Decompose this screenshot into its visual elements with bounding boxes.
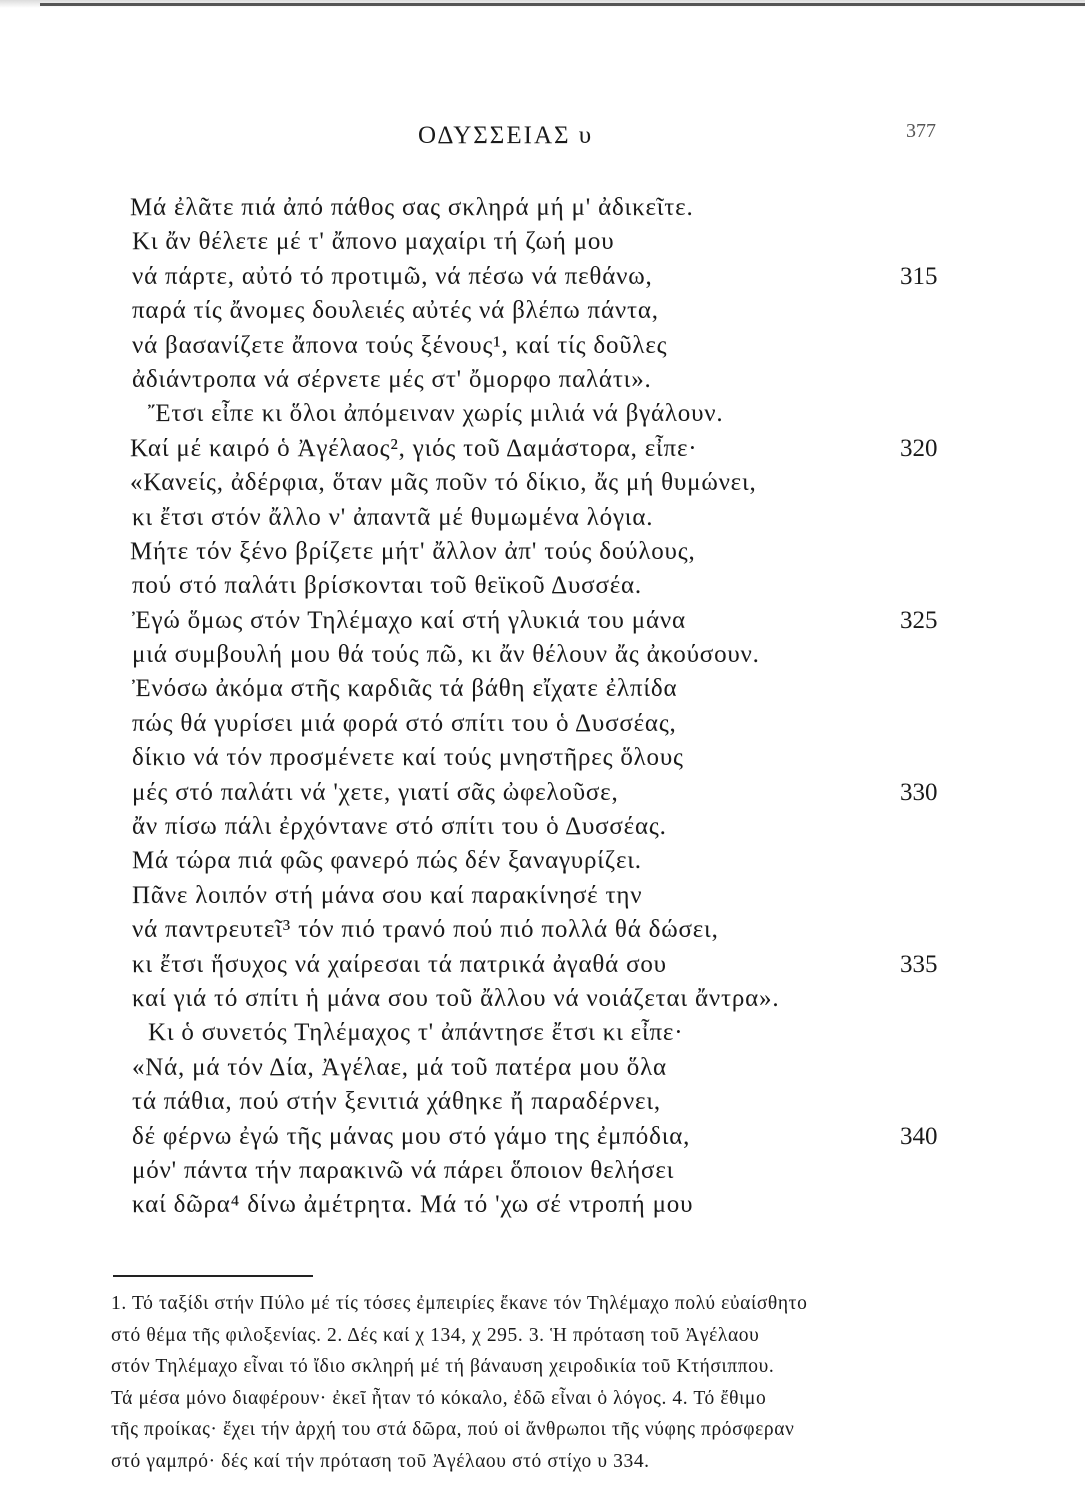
footnote-line: Τά μέσα μόνο διαφέρουν· ἐκεῖ ἦταν τό κόκαλο, ἐδῶ εἶναι ὁ λόγος. 4. Τό ἔθιμο — [111, 1387, 767, 1409]
footnote-line: στόν Τηλέμαχο εἶναι τό ἴδιο σκληρή μέ τή βάναυση χειροδικία τοῦ Κτήσιππου. — [111, 1356, 775, 1377]
verse-text: καί δῶρα⁴ δίνω ἀμέτρητα. Μά τό 'χω σέ ντροπή μου — [132, 1191, 694, 1219]
verse-line — [0, 227, 1085, 261]
verse-line — [0, 262, 1085, 296]
verse-line — [0, 537, 1085, 571]
verse-line — [0, 743, 1085, 777]
verse-text: πού στό παλάτι βρίσκονται τοῦ θεϊκοῦ Δυσσέα. — [132, 572, 642, 600]
verse-line — [0, 434, 1085, 468]
verse-text: Κι ὁ συνετός Τηλέμαχος τ' ἀπάντησε ἔτσι κι εἶπε· — [148, 1019, 684, 1047]
verse-line — [0, 984, 1085, 1018]
verse-text: δέ φέρνω ἐγώ τῆς μάνας μου στό γάμο της ἐμπόδια, — [132, 1122, 691, 1150]
verse-text: μόν' πάντα τήν παρακινῶ νά πάρει ὅποιον θελήσει — [132, 1156, 675, 1184]
verse-line — [0, 606, 1085, 640]
verse-line — [0, 640, 1085, 674]
footnotes — [111, 1290, 961, 1479]
verse-number: 330 — [900, 778, 938, 806]
verse-text: «Νά, μά τόν Δία, Ἀγέλαε, μά τοῦ πατέρα μου ὅλα — [132, 1053, 667, 1081]
verse-text: μές στό παλάτι νά 'χετε, γιατί σᾶς ὠφελοῦσε, — [132, 778, 619, 806]
verse-text: Κι ἄν θέλετε μέ τ' ἄπονο μαχαίρι τή ζωή μου — [132, 228, 615, 256]
verse-line — [0, 365, 1085, 399]
verse-number: 320 — [900, 434, 938, 462]
running-head — [0, 118, 1085, 158]
footnote-line: τῆς προίκας· ἔχει τήν ἀρχή του στά δῶρα, πού οἱ ἄνθρωποι τῆς νύφης πρόσφεραν — [111, 1419, 795, 1440]
verse-text: Μήτε τόν ξένο βρίζετε μήτ' ἄλλον ἀπ' τούς δούλους, — [130, 537, 696, 565]
verse-line — [0, 503, 1085, 537]
verse-text: Μά ἐλᾶτε πιά ἀπό πάθος σας σκληρά μή μ' ἀδικεῖτε. — [130, 194, 694, 221]
verse-text: ἄν πίσω πάλι ἐρχόντανε στό σπίτι του ὁ Δυσσέας. — [132, 813, 667, 841]
verse-text: «Κανείς, ἀδέρφια, ὅταν μᾶς ποῦν τό δίκιο, ἄς μή θυμώνει, — [130, 469, 757, 497]
verse-text: μιά συμβουλή μου θά τούς πῶ, κι ἄν θέλουν ἄς ἀκούσουν. — [132, 641, 760, 669]
verse-line — [0, 674, 1085, 708]
verse-line — [0, 846, 1085, 880]
verse-line — [0, 1156, 1085, 1190]
scan-edge — [0, 0, 1085, 8]
verse-text: δίκιο νά τόν προσμένετε καί τούς μνηστῆρες ὅλους — [132, 744, 684, 772]
verse-text: Πᾶνε λοιπόν στή μάνα σου καί παρακίνησέ την — [132, 881, 643, 909]
footnote-line: στό θέμα τῆς φιλοξενίας. 2. Δές καί χ 134, χ 295. 3. Ἡ πρόταση τοῦ Ἀγέλαου — [111, 1324, 760, 1346]
verse-line — [0, 193, 1085, 227]
verse-line — [0, 331, 1085, 365]
verse-text: ἀδιάντροπα νά σέρνετε μές στ' ὄμορφο παλάτι». — [132, 365, 652, 393]
footnote-divider — [113, 1275, 313, 1277]
scan-edge-line — [40, 3, 1085, 6]
verse-text: τά πάθια, πού στήν ξενιτιά χάθηκε ἤ παραδέρνει, — [132, 1088, 661, 1116]
verse-text: νά βασανίζετε ἄπονα τούς ξένους¹, καί τίς δοῦλες — [132, 331, 668, 359]
verse-number: 315 — [900, 262, 938, 290]
verse-line — [0, 881, 1085, 915]
verse-text: πώς θά γυρίσει μιά φορά στό σπίτι του ὁ Δυσσέας, — [132, 709, 677, 737]
verse-text: Μά τώρα πιά φῶς φανερό πώς δέν ξαναγυρίζει. — [132, 847, 642, 875]
verse-text: κι ἔτσι ἥσυχος νά χαίρεσαι τά πατρικά ἀγαθά σου — [132, 950, 667, 978]
verse-line — [0, 296, 1085, 330]
verse-text: Ἐγώ ὅμως στόν Τηλέμαχο καί στή γλυκιά του μάνα — [132, 606, 686, 634]
verse-line — [0, 915, 1085, 949]
verse-line — [0, 1087, 1085, 1121]
footnote-line: 1. Τό ταξίδι στήν Πύλο μέ τίς τόσες ἐμπειρίες ἔκανε τόν Τηλέμαχο πολύ εὐαίσθητο — [111, 1293, 808, 1314]
verse-line — [0, 1190, 1085, 1224]
verse-text: κι ἔτσι στόν ἄλλο ν' ἀπαντᾶ μέ θυμωμένα λόγια. — [132, 503, 654, 531]
verse-line — [0, 1018, 1085, 1052]
verse-line — [0, 1053, 1085, 1087]
footnote-line: στό γαμπρό· δές καί τήν πρόταση τοῦ Ἀγέλαου στό στίχο υ 334. — [111, 1450, 650, 1472]
verse-line — [0, 812, 1085, 846]
page-title: ΟΔΥΣΣΕΙΑΣ υ — [418, 122, 594, 149]
page-number: 377 — [906, 120, 936, 142]
verse-text: καί γιά τό σπίτι ἡ μάνα σου τοῦ ἄλλου νά νοιάζεται ἄντρα». — [132, 984, 780, 1012]
verse-line — [0, 571, 1085, 605]
poem-text — [0, 193, 1085, 1225]
verse-line — [0, 399, 1085, 433]
verse-line — [0, 778, 1085, 812]
verse-text: νά πάρτε, αὐτό τό προτιμῶ, νά πέσω νά πεθάνω, — [132, 262, 653, 290]
verse-number: 325 — [900, 606, 938, 634]
verse-line — [0, 1122, 1085, 1156]
verse-text: Ἔτσι εἶπε κι ὅλοι ἀπόμειναν χωρίς μιλιά νά βγάλουν. — [148, 400, 724, 428]
verse-line — [0, 950, 1085, 984]
verse-line — [0, 468, 1085, 502]
verse-number: 335 — [900, 950, 938, 978]
verse-number: 340 — [900, 1122, 938, 1150]
verse-line — [0, 709, 1085, 743]
verse-text: Καί μέ καιρό ὁ Ἀγέλαος², γιός τοῦ Δαμάστορα, εἶπε· — [130, 434, 698, 462]
verse-text: παρά τίς ἄνομες δουλειές αὐτές νά βλέπω πάντα, — [132, 297, 659, 325]
verse-text: νά παντρευτεῖ³ τόν πιό τρανό πού πιό πολλά θά δώσει, — [132, 916, 719, 944]
verse-text: Ἐνόσω ἀκόμα στῆς καρδιᾶς τά βάθη εἴχατε ἐλπίδα — [132, 675, 678, 703]
